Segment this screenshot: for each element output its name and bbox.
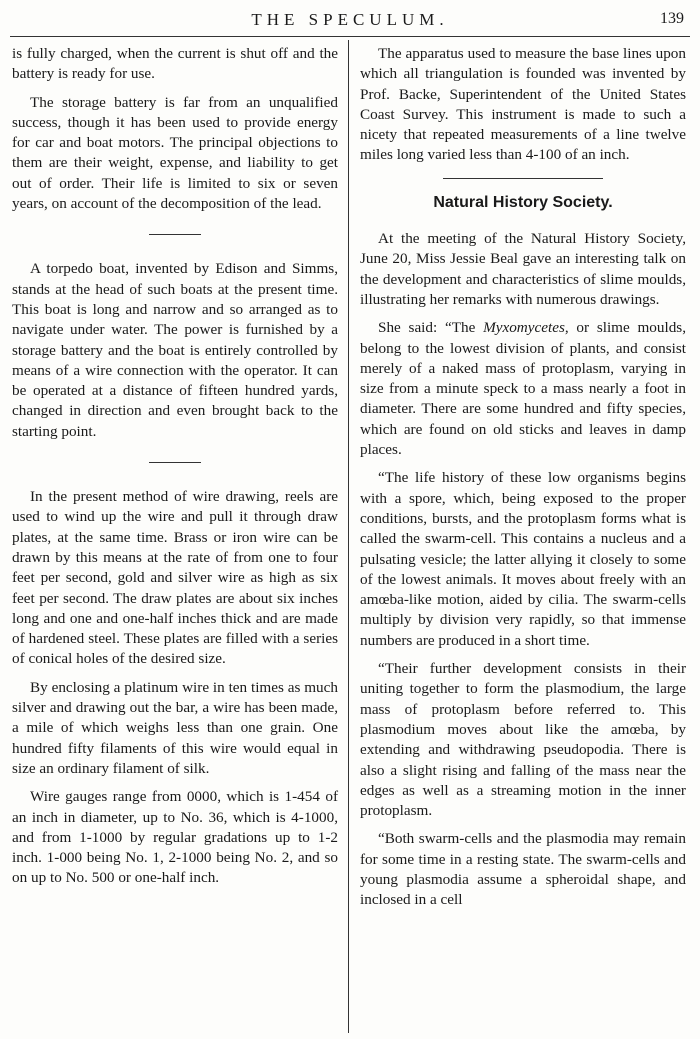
right-column [360, 44, 686, 919]
paragraph-myxomycetes [360, 318, 686, 460]
page-header [10, 4, 690, 34]
paragraph-platinum-wire: By enclosing a platinum wire in ten times as much silver and drawing out the bar, a wire has been made, a mile of which weighs less than one grain. One hundred fifty filaments of this wire would equal in size an ordinary filament of silk. [12, 678, 338, 777]
italic-term: Myxomycetes [483, 319, 565, 337]
column-divider [348, 40, 349, 1033]
section-heading-natural-history: Natural History Society. [433, 193, 613, 211]
paragraph-plasmodium: “Their further development consists in their uniting together to form the plasmodium, the large mass of protoplasm before referred to. This plasmodium moves about like the amœba, by extending and withdrawing pseudopodia. There is also a slight rising and falling of the mass near the edges as well as a streaming motion in the inner protoplasm. [360, 660, 686, 820]
paragraph-battery-continued: is fully charged, when the current is shut off and the battery is ready for use. [12, 45, 338, 83]
paragraph-wire-gauges: Wire gauges range from 0000, which is 1-454 of an inch in diameter, up to No. 36, which is 4-1000, and from 1-1000 by regular gradations up to 1-2 inch. 1-000 being No. 1, 2-1000 being No. 2, and so on up to No. 500 or one-half inch. [12, 788, 338, 887]
quote-intro: She said: “The [378, 319, 484, 337]
quote-body: , or slime moulds, belong to the lowest division of plants, and consist merely of a naked mass of protoplasm, varying in size from a minute speck to a mass nearly a foot in diameter. There are some hundred and fifty species, which are found on old sticks and leaves in damp places. [360, 319, 686, 459]
section-separator [149, 462, 201, 463]
header-rule [10, 36, 690, 37]
page-number: 139 [660, 10, 684, 27]
paragraph-storage-battery: The storage battery is far from an unqualified success, though it has been used to provide energy for car and boat motors. The principal objections to them are their weight, expense, and liability to get out of order. Their life is limited to six or seven years, on account of the decomposition of the lead. [12, 93, 338, 213]
left-column [12, 44, 338, 897]
section-separator [149, 234, 201, 235]
paragraph-torpedo-boat: A torpedo boat, invented by Edison and Simms, stands at the head of such boats at the present time. This boat is long and narrow and so arranged as to navigate under water. The power is furnished by a storage battery and the boat is entirely controlled by means of a wire connection with the operator. It can be operated at a distance of fifteen hundred yards, changed in direction and even brought back to the starting point. [12, 260, 338, 440]
paragraph-meeting: At the meeting of the Natural History Society, June 20, Miss Jessie Beal gave an interesting talk on the development and characteristics of slime moulds, illustrating her remarks with numerous drawings. [360, 230, 686, 308]
section-separator [443, 178, 603, 179]
paragraph-wire-drawing: In the present method of wire drawing, reels are used to wind up the wire and pull it through draw plates, at the same time. Brass or iron wire can be drawn by this means at the rate of from one to four feet per second, gold and silver wire as high as six feet per second. The draw plates are about six inches long and one and one-half inches thick and are made of hardened steel. These plates are filled with a series of conical holes of the desired size. [12, 488, 338, 668]
paragraph-base-lines: The apparatus used to measure the base lines upon which all triangulation is founded was invented by Prof. Backe, Superintendent of the United States Coast Survey. This instrument is made to such a nicety that repeated measurements of a line twelve miles long varied less than 4-100 of an inch. [360, 45, 686, 164]
paragraph-resting-state: “Both swarm-cells and the plasmodia may remain for some time in a resting state. The swarm-cells and young plasmodia assume a spheroidal shape, and inclosed in a cell [360, 830, 686, 909]
running-title: THE SPECULUM. [251, 10, 449, 29]
paragraph-life-history: “The life history of these low organisms begins with a spore, which, being exposed to the proper conditions, bursts, and the protoplasm forms what is called the swarm-cell. This contains a nucleus and a pulsating vesicle; the latter allying it closely to some of the lowest animals. It moves about freely with an amœba-like motion, aided by cilia. The swarm-cells multiply by division very rapidly, so that immense numbers are produced in a short time. [360, 469, 686, 649]
